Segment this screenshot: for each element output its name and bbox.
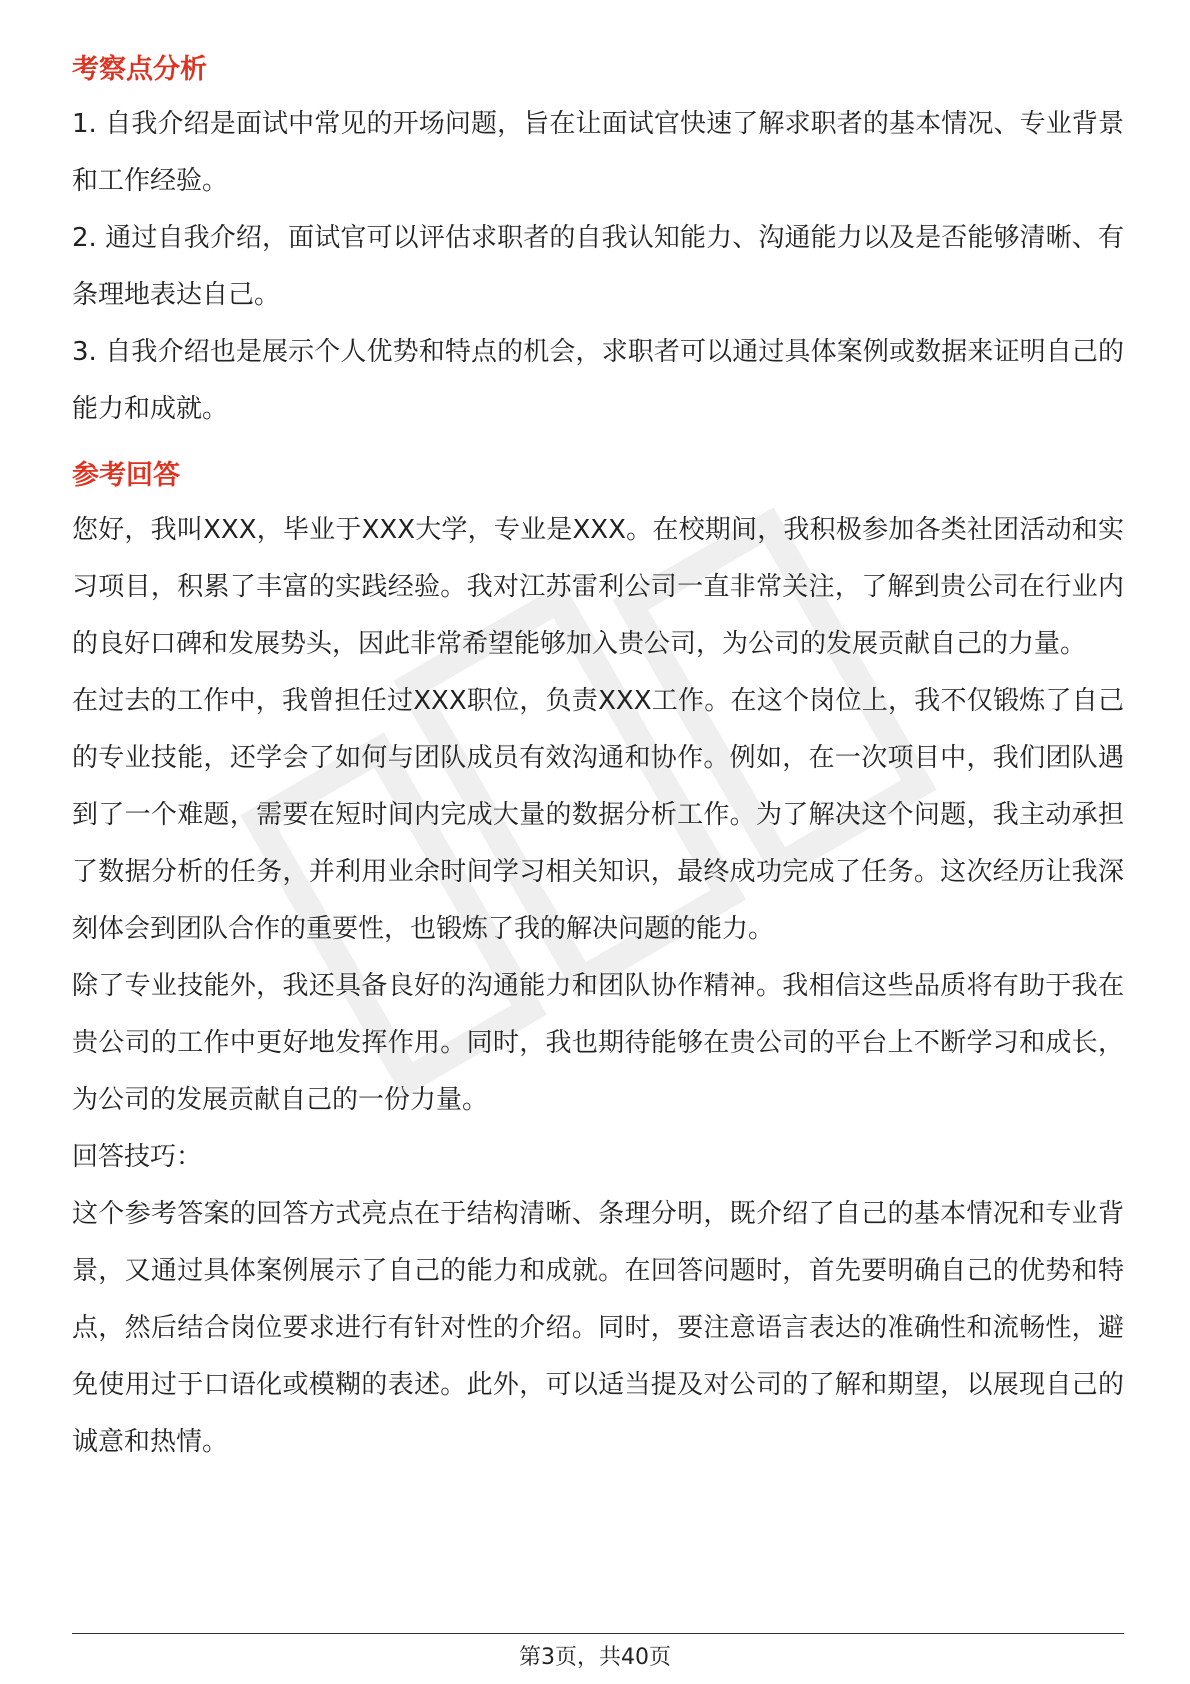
reference-paragraph: 除了专业技能外，我还具备良好的沟通能力和团队协作精神。我相信这些品质将有助于我在贵公司的工作中更好地发挥作用。同时，我也期待能够在贵公司的平台上不断学习和成长，为公司的发展贡献自己的一份力量。 xyxy=(72,971,1124,1115)
tips-paragraph: 这个参考答案的回答方式亮点在于结构清晰、条理分明，既介绍了自己的基本情况和专业背景，又通过具体案例展示了自己的能力和成就。在回答问题时，首先要明确自己的优势和特点，然后结合岗位要求进行有针对性的介绍。同时，要注意语言表达的准确性和流畅性，避免使用过于口语化或模糊的表述。此外，可以适当提及对公司的了解和期望，以展现自己的诚意和热情。 xyxy=(72,1199,1124,1457)
analysis-point: 1. 自我介绍是面试中常见的开场问题，旨在让面试官快速了解求职者的基本情况、专业背景和工作经验。 xyxy=(72,109,1124,196)
main-content xyxy=(72,48,1124,1471)
tips-label: 回答技巧： xyxy=(72,1142,203,1172)
analysis-point: 3. 自我介绍也是展示个人优势和特点的机会，求职者可以通过具体案例或数据来证明自己的能力和成就。 xyxy=(72,337,1124,424)
analysis-point: 2. 通过自我介绍，面试官可以评估求职者的自我认知能力、沟通能力以及是否能够清晰、有条理地表达自己。 xyxy=(72,223,1124,310)
reference-paragraph: 您好，我叫XXX，毕业于XXX大学，专业是XXX。在校期间，我积极参加各类社团活动和实习项目，积累了丰富的实践经验。我对江苏雷利公司一直非常关注，了解到贵公司在行业内的良好口碑和发展势头，因此非常希望能够加入贵公司，为公司的发展贡献自己的力量。 xyxy=(72,515,1124,659)
footer-divider xyxy=(72,1633,1124,1634)
reference-paragraph: 在过去的工作中，我曾担任过XXX职位，负责XXX工作。在这个岗位上，我不仅锻炼了自己的专业技能，还学会了如何与团队成员有效沟通和协作。例如，在一次项目中，我们团队遇到了一个难题，需要在短时间内完成大量的数据分析工作。为了解决这个问题，我主动承担了数据分析的任务，并利用业余时间学习相关知识，最终成功完成了任务。这次经历让我深刻体会到团队合作的重要性，也锻炼了我的解决问题的能力。 xyxy=(72,686,1124,944)
analysis-heading: 考察点分析 xyxy=(72,54,207,85)
reference-heading: 参考回答 xyxy=(72,460,180,491)
page-number: 第3页，共40页 xyxy=(519,1645,671,1670)
